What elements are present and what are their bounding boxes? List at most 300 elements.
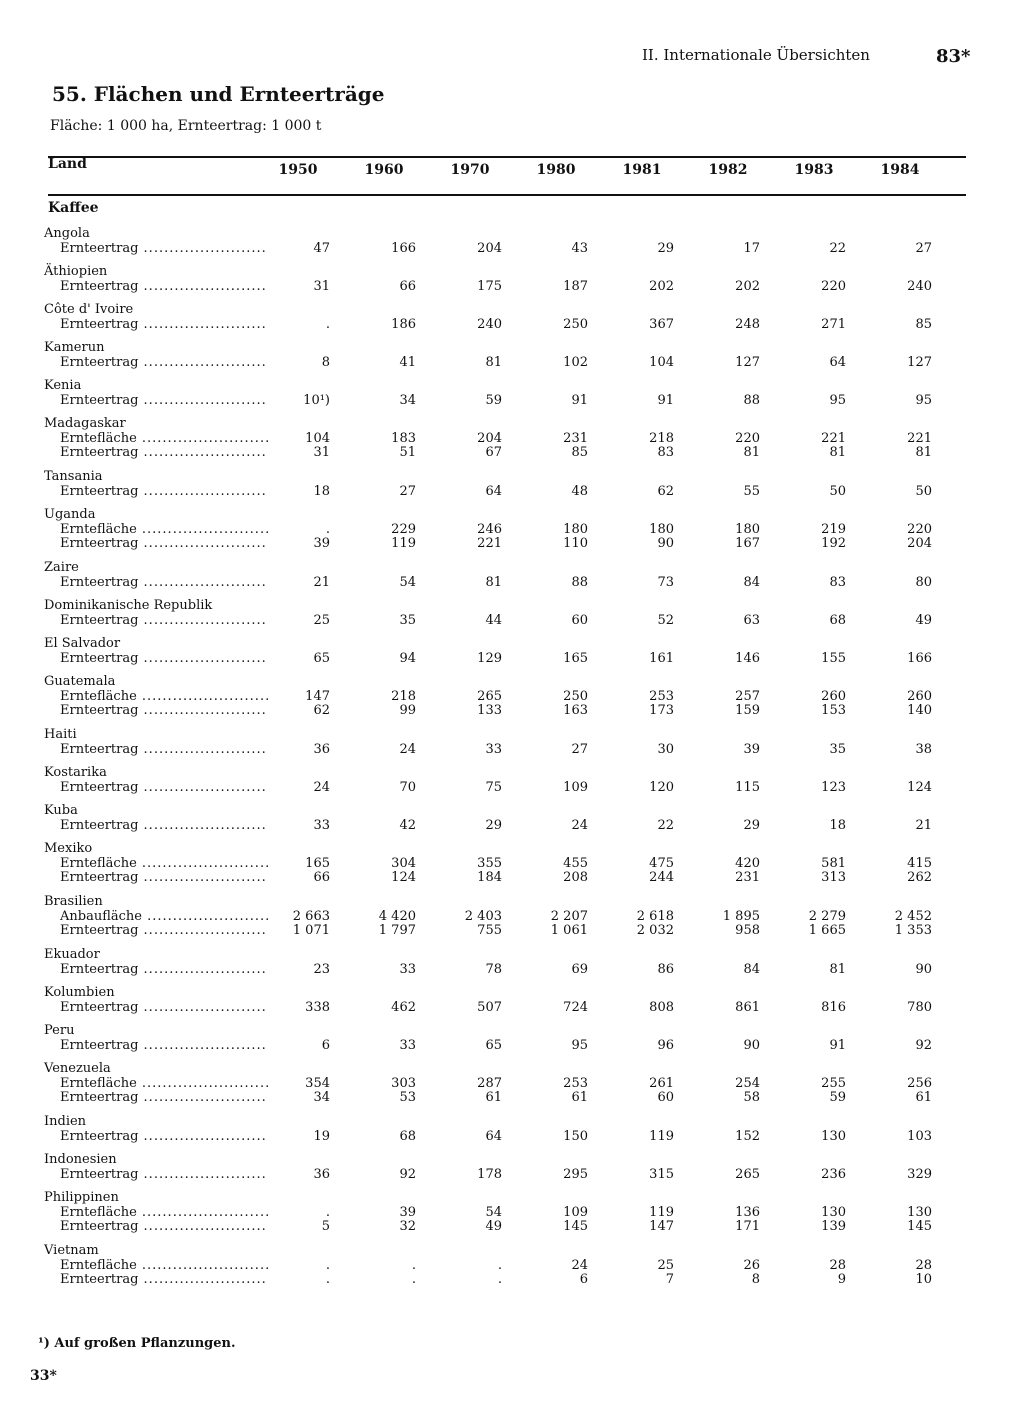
row-label: Ernteertrag ..... <box>38 704 268 718</box>
country-block <box>38 302 978 332</box>
table-cell: 24 <box>571 818 588 833</box>
table-cell: 145 <box>563 1219 588 1234</box>
table-cell: 30 <box>657 742 674 757</box>
table-cell: 66 <box>313 870 330 885</box>
table-cell: 257 <box>735 689 760 704</box>
table-cell: 51 <box>399 445 416 460</box>
table-cell: 180 <box>649 522 674 537</box>
table-cell: 81 <box>829 445 846 460</box>
table-cell: 816 <box>821 1000 846 1015</box>
country-block <box>38 226 978 256</box>
country-block <box>38 803 978 833</box>
row-label: Ernteertrag ..... <box>38 356 268 370</box>
row-label: Ernteertrag ..... <box>38 963 268 977</box>
table-cell: 33 <box>313 818 330 833</box>
table-cell: 65 <box>485 1038 502 1053</box>
country-block <box>38 560 978 590</box>
table-cell: 2 663 <box>292 909 330 924</box>
table-cell: 36 <box>313 742 330 757</box>
table-cell: 254 <box>735 1076 760 1091</box>
table-cell: 165 <box>305 856 330 871</box>
table-cell: 58 <box>743 1090 760 1105</box>
table-cell: 59 <box>485 393 502 408</box>
page-number-top: 83* <box>936 46 971 67</box>
country-block <box>38 674 978 718</box>
table-cell: 2 452 <box>894 909 932 924</box>
country-name: Ekuador <box>44 947 100 962</box>
country-block <box>38 1190 978 1234</box>
table-cell: 63 <box>743 613 760 628</box>
table-cell: 295 <box>563 1167 588 1182</box>
table-cell: 415 <box>907 856 932 871</box>
table-cell: 171 <box>735 1219 760 1234</box>
table-cell: 240 <box>477 317 502 332</box>
table-cell: 81 <box>485 355 502 370</box>
row-label: Ernteertrag ..... <box>38 819 268 833</box>
table-cell: . <box>325 317 330 332</box>
table-cell: 91 <box>571 393 588 408</box>
table-cell: 355 <box>477 856 502 871</box>
table-cell: 119 <box>649 1205 674 1220</box>
table-cell: 28 <box>915 1258 932 1273</box>
table-cell: 65 <box>313 651 330 666</box>
table-cell: 204 <box>477 431 502 446</box>
table-cell: 18 <box>829 818 846 833</box>
table-cell: 120 <box>649 780 674 795</box>
table-cell: 204 <box>477 241 502 256</box>
table-cell: 27 <box>915 241 932 256</box>
table-cell: 124 <box>907 780 932 795</box>
table-cell: 31 <box>313 279 330 294</box>
table-cell: 95 <box>915 393 932 408</box>
table-cell: . <box>325 522 330 537</box>
table-cell: 1 071 <box>292 923 330 938</box>
table-cell: 130 <box>821 1205 846 1220</box>
table-cell: 83 <box>829 575 846 590</box>
table-cell: 260 <box>907 689 932 704</box>
table-cell: 221 <box>907 431 932 446</box>
table-cell: 187 <box>563 279 588 294</box>
table-cell: 64 <box>485 1129 502 1144</box>
row-label: Erntefläche ..... <box>38 523 268 537</box>
country-name: Vietnam <box>44 1243 99 1258</box>
table-cell: 329 <box>907 1167 932 1182</box>
country-block <box>38 469 978 499</box>
row-label: Ernteertrag ..... <box>38 1168 268 1182</box>
unit-line: Fläche: 1 000 ha, Ernteertrag: 1 000 t <box>50 118 322 134</box>
table-cell: 455 <box>563 856 588 871</box>
table-cell: 81 <box>829 962 846 977</box>
country-block <box>38 1114 978 1144</box>
table-cell: 4 420 <box>378 909 416 924</box>
year-header-1960: 1960 <box>364 162 404 178</box>
table-cell: 61 <box>485 1090 502 1105</box>
table-cell: 66 <box>399 279 416 294</box>
table-cell: 462 <box>391 1000 416 1015</box>
country-block <box>38 1152 978 1182</box>
table-cell: 265 <box>477 689 502 704</box>
table-cell: 271 <box>821 317 846 332</box>
table-cell: 808 <box>649 1000 674 1015</box>
table-cell: 34 <box>313 1090 330 1105</box>
table-cell: 218 <box>649 431 674 446</box>
table-cell: 146 <box>735 651 760 666</box>
country-name: Venezuela <box>44 1061 111 1076</box>
country-name: Mexiko <box>44 841 93 856</box>
row-label: Ernteertrag ..... <box>38 1273 268 1287</box>
top-rule <box>48 156 966 158</box>
row-label: Ernteertrag ..... <box>38 743 268 757</box>
table-cell: 1 061 <box>550 923 588 938</box>
table-cell: 150 <box>563 1129 588 1144</box>
country-block <box>38 1023 978 1053</box>
table-cell: 244 <box>649 870 674 885</box>
table-cell: 80 <box>915 575 932 590</box>
table-cell: 62 <box>313 703 330 718</box>
table-cell: 85 <box>571 445 588 460</box>
table-cell: 219 <box>821 522 846 537</box>
table-cell: 287 <box>477 1076 502 1091</box>
table-cell: 255 <box>821 1076 846 1091</box>
table-cell: 17 <box>743 241 760 256</box>
country-name: Côte d' Ivoire <box>44 302 134 317</box>
table-cell: 41 <box>399 355 416 370</box>
table-cell: 21 <box>313 575 330 590</box>
row-label: Erntefläche ..... <box>38 1259 268 1273</box>
table-cell: 7 <box>665 1272 674 1287</box>
table-cell: 62 <box>657 484 674 499</box>
row-label: Ernteertrag ..... <box>38 280 268 294</box>
table-cell: 54 <box>399 575 416 590</box>
table-cell: 231 <box>563 431 588 446</box>
table-cell: 48 <box>571 484 588 499</box>
country-name: Kuba <box>44 803 78 818</box>
table-cell: 69 <box>571 962 588 977</box>
country-name: Äthiopien <box>44 264 108 279</box>
country-block <box>38 894 978 938</box>
table-cell: 81 <box>915 445 932 460</box>
country-block <box>38 264 978 294</box>
table-cell: 1 353 <box>894 923 932 938</box>
table-cell: 44 <box>485 613 502 628</box>
row-label: Ernteertrag ..... <box>38 394 268 408</box>
row-label: Ernteertrag ..... <box>38 446 268 460</box>
table-cell: 265 <box>735 1167 760 1182</box>
table-cell: 60 <box>657 1090 674 1105</box>
table-cell: 35 <box>399 613 416 628</box>
table-cell: 1 797 <box>378 923 416 938</box>
table-cell: . <box>325 1258 330 1273</box>
table-cell: 581 <box>821 856 846 871</box>
table-cell: 221 <box>821 431 846 446</box>
table-cell: 91 <box>829 1038 846 1053</box>
table-cell: 184 <box>477 870 502 885</box>
row-label: Ernteertrag ..... <box>38 1130 268 1144</box>
country-block <box>38 947 978 977</box>
row-label: Ernteertrag ..... <box>38 1001 268 1015</box>
table-cell: 83 <box>657 445 674 460</box>
table-cell: 173 <box>649 703 674 718</box>
table-cell: 68 <box>399 1129 416 1144</box>
table-cell: 246 <box>477 522 502 537</box>
table-cell: 73 <box>657 575 674 590</box>
table-cell: 236 <box>821 1167 846 1182</box>
row-label: Erntefläche ..... <box>38 1206 268 1220</box>
table-cell: 39 <box>743 742 760 757</box>
country-block <box>38 416 978 460</box>
row-label: Ernteertrag ..... <box>38 318 268 332</box>
footnote: ¹) Auf großen Pflanzungen. <box>38 1336 236 1351</box>
table-cell: 313 <box>821 870 846 885</box>
table-cell: 88 <box>743 393 760 408</box>
table-cell: 166 <box>391 241 416 256</box>
country-name: El Salvador <box>44 636 121 651</box>
table-cell: 25 <box>657 1258 674 1273</box>
row-label: Ernteertrag ..... <box>38 485 268 499</box>
table-cell: 153 <box>821 703 846 718</box>
table-cell: 59 <box>829 1090 846 1105</box>
year-header-1983: 1983 <box>794 162 834 178</box>
table-cell: 130 <box>821 1129 846 1144</box>
table-cell: 218 <box>391 689 416 704</box>
country-block <box>38 841 978 885</box>
table-cell: 52 <box>657 613 674 628</box>
table-cell: 90 <box>915 962 932 977</box>
table-cell: . <box>325 1272 330 1287</box>
table-cell: 220 <box>821 279 846 294</box>
table-cell: 262 <box>907 870 932 885</box>
table-cell: 161 <box>649 651 674 666</box>
table-cell: 24 <box>313 780 330 795</box>
row-label: Ernteertrag ..... <box>38 576 268 590</box>
table-cell: . <box>411 1258 416 1273</box>
year-header-1984: 1984 <box>880 162 920 178</box>
table-cell: 129 <box>477 651 502 666</box>
country-name: Uganda <box>44 507 96 522</box>
table-cell: 54 <box>485 1205 502 1220</box>
table-cell: 175 <box>477 279 502 294</box>
table-cell: 78 <box>485 962 502 977</box>
table-cell: 180 <box>735 522 760 537</box>
row-label: Erntefläche ..... <box>38 1077 268 1091</box>
table-cell: 147 <box>305 689 330 704</box>
country-block <box>38 507 978 551</box>
country-name: Kolumbien <box>44 985 115 1000</box>
table-cell: 92 <box>399 1167 416 1182</box>
table-cell: 2 403 <box>464 909 502 924</box>
table-cell: 32 <box>399 1219 416 1234</box>
table-cell: 84 <box>743 575 760 590</box>
data-table <box>38 226 978 1296</box>
table-cell: 102 <box>563 355 588 370</box>
table-cell: 180 <box>563 522 588 537</box>
table-cell: 2 032 <box>636 923 674 938</box>
table-cell: 202 <box>735 279 760 294</box>
table-cell: 724 <box>563 1000 588 1015</box>
table-cell: 36 <box>313 1167 330 1182</box>
country-block <box>38 598 978 628</box>
country-block <box>38 985 978 1015</box>
table-cell: 1 895 <box>722 909 760 924</box>
table-cell: 67 <box>485 445 502 460</box>
table-cell: 2 207 <box>550 909 588 924</box>
table-cell: 165 <box>563 651 588 666</box>
country-name: Kenia <box>44 378 82 393</box>
country-block <box>38 765 978 795</box>
table-cell: 10 <box>915 1272 932 1287</box>
table-cell: 204 <box>907 536 932 551</box>
year-header-1970: 1970 <box>450 162 490 178</box>
table-cell: 155 <box>821 651 846 666</box>
table-cell: 84 <box>743 962 760 977</box>
table-cell: 220 <box>907 522 932 537</box>
table-cell: 186 <box>391 317 416 332</box>
table-cell: 18 <box>313 484 330 499</box>
table-cell: 136 <box>735 1205 760 1220</box>
table-cell: 6 <box>579 1272 588 1287</box>
table-cell: 163 <box>563 703 588 718</box>
year-header-1950: 1950 <box>278 162 318 178</box>
running-head: II. Internationale Übersichten <box>642 46 870 64</box>
table-cell: 2 279 <box>808 909 846 924</box>
table-cell: 27 <box>571 742 588 757</box>
table-cell: 95 <box>829 393 846 408</box>
table-cell: 33 <box>485 742 502 757</box>
table-cell: 192 <box>821 536 846 551</box>
table-cell: 139 <box>821 1219 846 1234</box>
country-name: Dominikanische Republik <box>44 598 213 613</box>
table-cell: 31 <box>313 445 330 460</box>
table-cell: 958 <box>735 923 760 938</box>
country-name: Philippinen <box>44 1190 119 1205</box>
country-name: Indien <box>44 1114 87 1129</box>
table-cell: 133 <box>477 703 502 718</box>
table-cell: 250 <box>563 317 588 332</box>
year-header-1980: 1980 <box>536 162 576 178</box>
table-cell: 127 <box>735 355 760 370</box>
row-label: Ernteertrag ..... <box>38 1091 268 1105</box>
section-heading: Kaffee <box>48 200 99 216</box>
table-cell: 91 <box>657 393 674 408</box>
row-label: Erntefläche ..... <box>38 690 268 704</box>
table-cell: 22 <box>657 818 674 833</box>
table-cell: . <box>497 1272 502 1287</box>
table-title: 55. Flächen und Ernteerträge <box>52 82 385 106</box>
table-cell: 33 <box>399 962 416 977</box>
country-name: Haiti <box>44 727 77 742</box>
table-cell: 178 <box>477 1167 502 1182</box>
table-cell: 92 <box>915 1038 932 1053</box>
table-cell: 2 618 <box>636 909 674 924</box>
country-name: Kamerun <box>44 340 105 355</box>
row-label: Ernteertrag ..... <box>38 924 268 938</box>
table-cell: 208 <box>563 870 588 885</box>
page-number-bottom: 33* <box>30 1368 57 1384</box>
table-cell: 29 <box>485 818 502 833</box>
table-cell: 123 <box>821 780 846 795</box>
table-cell: 253 <box>649 689 674 704</box>
table-cell: 124 <box>391 870 416 885</box>
table-cell: 220 <box>735 431 760 446</box>
row-label: Ernteertrag ..... <box>38 652 268 666</box>
header-rule <box>48 194 966 196</box>
table-cell: 27 <box>399 484 416 499</box>
country-block <box>38 1061 978 1105</box>
table-cell: 49 <box>915 613 932 628</box>
table-cell: 315 <box>649 1167 674 1182</box>
country-name: Brasilien <box>44 894 103 909</box>
table-cell: 26 <box>743 1258 760 1273</box>
country-name: Kostarika <box>44 765 107 780</box>
table-cell: 1 665 <box>808 923 846 938</box>
table-cell: 86 <box>657 962 674 977</box>
table-cell: 61 <box>915 1090 932 1105</box>
table-cell: 140 <box>907 703 932 718</box>
table-cell: 81 <box>485 575 502 590</box>
country-name: Angola <box>44 226 90 241</box>
table-cell: 39 <box>399 1205 416 1220</box>
country-block <box>38 1243 978 1287</box>
table-cell: 99 <box>399 703 416 718</box>
table-cell: 248 <box>735 317 760 332</box>
column-header-land: Land <box>48 156 87 172</box>
country-name: Zaire <box>44 560 79 575</box>
country-name: Peru <box>44 1023 75 1038</box>
table-cell: 354 <box>305 1076 330 1091</box>
table-cell: 261 <box>649 1076 674 1091</box>
table-cell: 28 <box>829 1258 846 1273</box>
country-block <box>38 727 978 757</box>
table-cell: 24 <box>571 1258 588 1273</box>
table-cell: 130 <box>907 1205 932 1220</box>
table-cell: 53 <box>399 1090 416 1105</box>
table-cell: 42 <box>399 818 416 833</box>
table-cell: 35 <box>829 742 846 757</box>
table-cell: 55 <box>743 484 760 499</box>
table-cell: 21 <box>915 818 932 833</box>
table-cell: 507 <box>477 1000 502 1015</box>
table-cell: 260 <box>821 689 846 704</box>
table-cell: 60 <box>571 613 588 628</box>
table-cell: 104 <box>649 355 674 370</box>
table-cell: 303 <box>391 1076 416 1091</box>
table-cell: 338 <box>305 1000 330 1015</box>
table-cell: 81 <box>743 445 760 460</box>
table-cell: 119 <box>391 536 416 551</box>
table-cell: 8 <box>751 1272 760 1287</box>
year-header-1982: 1982 <box>708 162 748 178</box>
table-cell: 109 <box>563 780 588 795</box>
table-cell: 780 <box>907 1000 932 1015</box>
table-cell: . <box>325 1205 330 1220</box>
table-cell: 475 <box>649 856 674 871</box>
table-cell: 38 <box>915 742 932 757</box>
table-cell: 367 <box>649 317 674 332</box>
table-cell: 25 <box>313 613 330 628</box>
table-cell: 5 <box>321 1219 330 1234</box>
country-name: Madagaskar <box>44 416 126 431</box>
table-cell: 109 <box>563 1205 588 1220</box>
table-cell: 145 <box>907 1219 932 1234</box>
table-cell: . <box>411 1272 416 1287</box>
row-label: Anbaufläche ..... <box>38 910 268 924</box>
row-label: Ernteertrag ..... <box>38 871 268 885</box>
table-cell: 23 <box>313 962 330 977</box>
table-cell: 240 <box>907 279 932 294</box>
table-cell: 24 <box>399 742 416 757</box>
table-cell: 34 <box>399 393 416 408</box>
table-cell: 202 <box>649 279 674 294</box>
